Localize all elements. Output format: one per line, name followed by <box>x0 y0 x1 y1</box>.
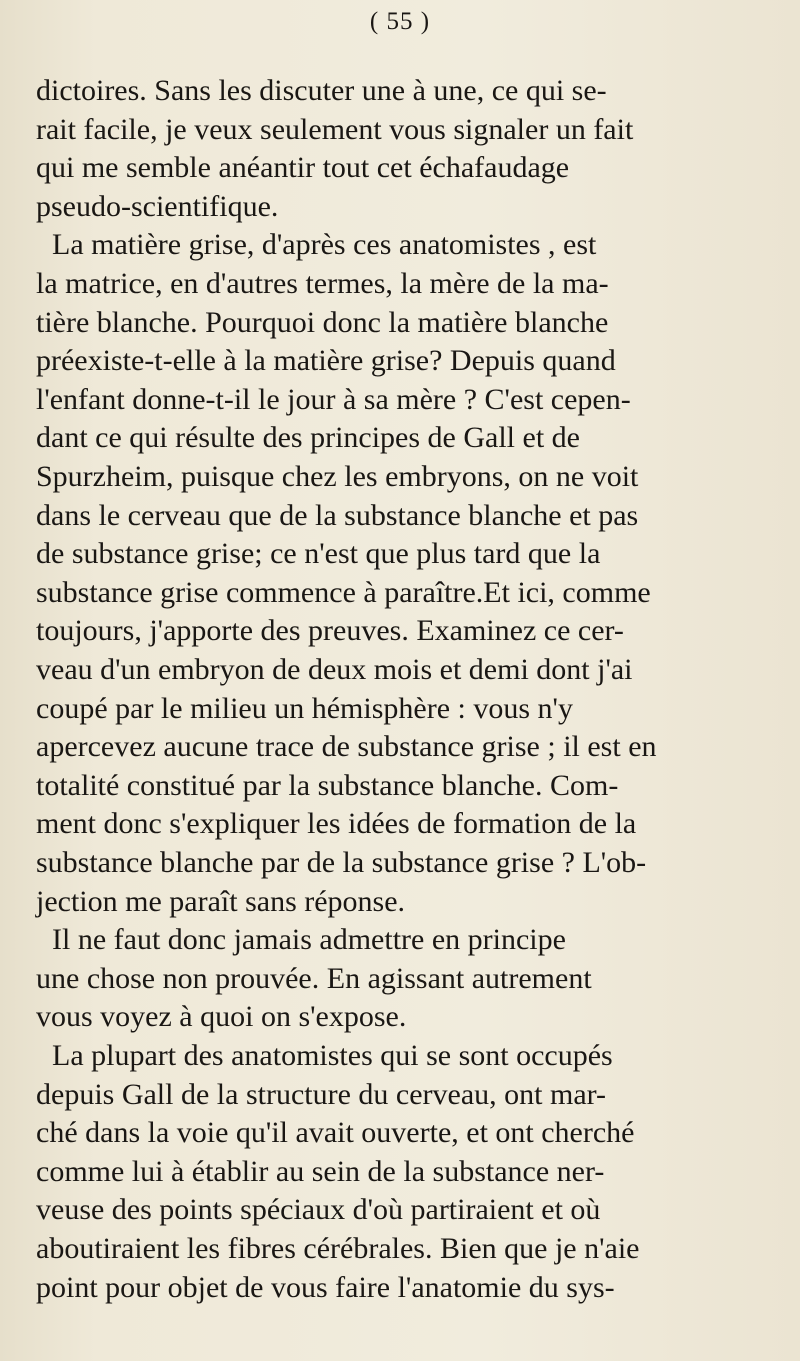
text-line: dans le cerveau que de la substance blanche et pas <box>36 498 639 532</box>
text-line: point pour objet de vous faire l'anatomie du sys- <box>36 1270 615 1304</box>
text-line: substance blanche par de la substance grise ? L'ob- <box>36 846 647 879</box>
text-line: pseudo-scientifique. <box>36 189 279 223</box>
text-line: aboutiraient les fibres cérébrales. Bien que je n'aie <box>36 1232 640 1265</box>
text-line: totalité constitué par la substance blanche. Com- <box>36 768 619 802</box>
text-line: l'enfant donne-t-il le jour à sa mère ? C'est cepen- <box>36 382 631 416</box>
text-line: rait facile, je veux seulement vous signaler un fait <box>36 112 634 146</box>
text-line: préexiste-t-elle à la matière grise? Depuis quand <box>36 344 616 378</box>
text-line: une chose non prouvée. En agissant autrement <box>36 961 592 995</box>
text-line: ché dans la voie qu'il avait ouverte, et ont cherché <box>36 1116 635 1150</box>
text-line: de substance grise; ce n'est que plus tard que la <box>36 537 601 571</box>
text-line: dant ce qui résulte des principes de Gall et de <box>36 421 580 455</box>
text-line: la matrice, en d'autres termes, la mère de la ma- <box>36 267 609 300</box>
text-line: Spurzheim, puisque chez les embryons, on ne voit <box>36 460 639 493</box>
text-line: tière blanche. Pourquoi donc la matière blanche <box>36 305 609 339</box>
text-line: La matière grise, d'après ces anatomistes , est <box>52 228 597 262</box>
text-line: substance grise commence à paraître.Et ici, comme <box>36 575 651 609</box>
text-line: toujours, j'apporte des preuves. Examinez ce cer- <box>36 614 624 648</box>
text-line: depuis Gall de la structure du cerveau, ont mar- <box>36 1077 607 1111</box>
text-line: jection me paraît sans réponse. <box>36 884 406 918</box>
text-line: veau d'un embryon de deux mois et demi dont j'ai <box>36 653 633 686</box>
text-line: apercevez aucune trace de substance grise ; il est en <box>36 730 657 764</box>
text-line: comme lui à établir au sein de la substance ner- <box>36 1154 605 1188</box>
text-line: Il ne faut donc jamais admettre en principe <box>52 923 566 957</box>
text-line: ment donc s'expliquer les idées de formation de la <box>36 807 637 841</box>
text-line: veuse des points spéciaux d'où partiraient et où <box>36 1193 601 1227</box>
text-line: coupé par le milieu un hémisphère : vous n'y <box>36 691 573 725</box>
text-line: dictoires. Sans les discuter une à une, ce qui se- <box>36 74 607 107</box>
text-line: La plupart des anatomistes qui se sont occupés <box>52 1039 613 1072</box>
text-line: qui me semble anéantir tout cet échafaudage <box>36 151 570 185</box>
text-line: vous voyez à quoi on s'expose. <box>36 1000 407 1034</box>
page-number: ( 55 ) <box>369 8 431 35</box>
